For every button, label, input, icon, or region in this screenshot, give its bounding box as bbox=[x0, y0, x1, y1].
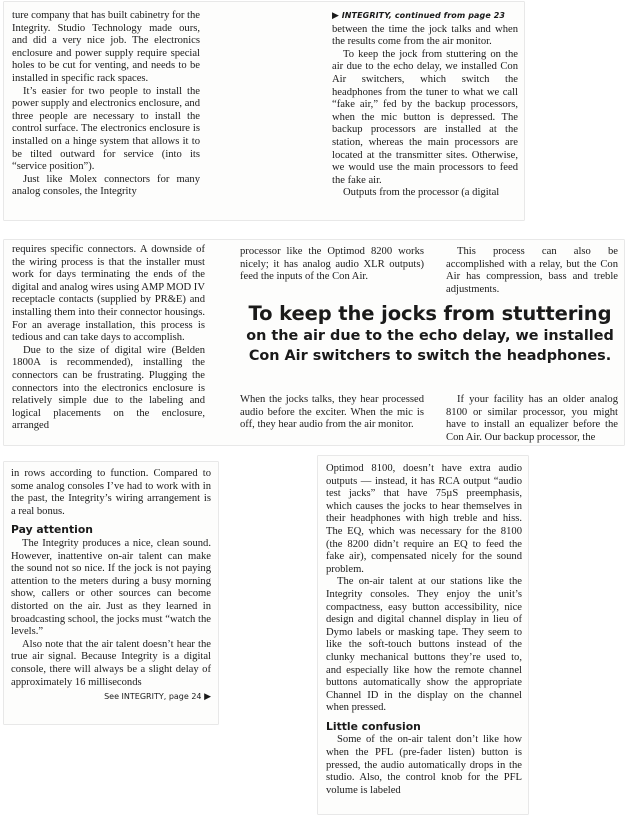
section-heading: Little confusion bbox=[326, 719, 421, 733]
clip-3 bbox=[4, 462, 218, 724]
paragraph: It’s easier for two people to install the power supply and electronics enclosure, and three people are necessary to install the control surface. The electronics enclosure is installed on a hinge system that allows it to be tilted outward for service (into its “service position”). bbox=[12, 85, 200, 173]
see-also-text: See INTEGRITY, page 24 bbox=[104, 692, 202, 702]
section-heading: Pay attention bbox=[11, 523, 93, 537]
paragraph: Just like Molex connectors for many analog consoles, the Integrity bbox=[12, 173, 200, 198]
paragraph: between the time the jock talks and when the results come from the air monitor. bbox=[332, 23, 518, 48]
paragraph: The on-air talent at our stations like the Integrity consoles. They enjoy the unit’s compactness, easy button accessibility, nice design and digital channel display in lieu of Dymo labels or masking tape. They seem to like the soft-touch buttons instead of the clunky mechanical buttons they’re used to, and especially like how the remote channel buttons automatically show the appropriate Channel ID in the display on the channel when pressed. bbox=[326, 576, 522, 714]
pull-quote-line-3: Con Air switchers to switch the headphones. bbox=[248, 348, 612, 364]
paragraph: requires specific connectors. A downside of the wiring process is that the installer must work for days terminating the ends of the digital and analog wires using AMP MOD IV receptacle contacts (supplied by PR&E) and installing them into their connector housings. For an average installation, this process is tedious and can take days to accomplish. bbox=[12, 244, 205, 344]
paragraph: The Integrity produces a nice, clean sound. However, inattentive on-air talent can make the sound not so nice. If the jock is not paying attention to the meters during a busy morning show, callers or other sources can become distorted on the air. Just as they learned in broadcasting school, the jocks must “watch the levels.” bbox=[11, 537, 211, 638]
paragraph: Some of the on-air talent don’t like how when the PFL (pre-fader listen) button is pressed, the audio automatically drops in the studio. Also, the control knob for the PFL volume is labeled bbox=[326, 734, 522, 796]
paragraph: ture company that has built cabinetry for the Integrity. Studio Technology made ours, and did a very nice job. The electronics enclosure and power supply require special holes to be cut for venting, and needs to be installed in specific rack spaces. bbox=[12, 10, 200, 84]
triangle-right-icon: ▶ bbox=[204, 692, 211, 703]
triangle-right-icon: ▶ bbox=[332, 11, 340, 21]
paragraph: Also note that the air talent doesn’t hear the true air signal. Because Integrity is a digital console, there will always be a slight delay of approximately 16 milliseconds bbox=[11, 638, 211, 688]
paragraph: This process can also be accomplished with a relay, but the Con Air has compression, bass and treble adjustments. bbox=[446, 246, 618, 295]
continued-text: INTEGRITY, continued from page 23 bbox=[341, 11, 506, 20]
paragraph: Outputs from the processor (a digital bbox=[343, 187, 500, 199]
paragraph: Optimod 8100, doesn’t have extra audio outputs — instead, it has RCA output “audio test jacks” that have 75µS preemphasis, which causes the jocks to hear themselves in their headphones with high treble and hiss. The EQ, which was necessary for the 8100 (the 8200 didn’t require an EQ to feed the fake air), compensated nicely for the sound problem. bbox=[326, 463, 522, 575]
clip2-right-top bbox=[446, 246, 618, 296]
clip2-right-bottom bbox=[446, 394, 618, 444]
see-also-link[interactable] bbox=[11, 691, 211, 704]
clip2-mid-bottom bbox=[240, 394, 424, 432]
pull-quote-line-2: on the air due to the echo delay, we installed bbox=[246, 328, 614, 344]
paragraph: If your facility has an older analog 8100 or similar processor, you might have to install an equalizer before the Con Air. Our backup processor, the bbox=[446, 394, 618, 443]
clip4-column bbox=[326, 463, 522, 797]
clip2-mid-top bbox=[240, 246, 424, 284]
clip1-left-column bbox=[12, 10, 200, 199]
paragraph: When the jocks talks, they hear processed audio before the exciter. When the mic is off, they hear audio from the air monitor. bbox=[240, 394, 424, 431]
continued-label bbox=[332, 10, 518, 23]
paragraph: To keep the jock from stuttering on the air due to the echo delay, we installed Con Air switchers, which switch the headphones from the tuner to what we call “fake air,” fed by the backup processors, when the mic button is depressed. The backup processors are installed at the station, whereas the main processors are located at the transmitter sites. Otherwise, we would use the main processors to feed the fake air. bbox=[332, 48, 518, 186]
pull-quote-line-1: To keep the jocks from stuttering bbox=[248, 302, 612, 325]
paragraph: Due to the size of digital wire (Belden 1800A is recommended), installing the connectors can be frustrating. Plugging the connectors into the electronics enclosure is relatively simple due to the labeling and logical placements on the enclosure, arranged bbox=[12, 344, 205, 432]
paragraph: processor like the Optimod 8200 works nicely; it has analog audio XLR outputs) feed the inputs of the Con Air. bbox=[240, 246, 424, 283]
pull-quote bbox=[240, 302, 620, 366]
clip3-column bbox=[11, 468, 211, 704]
paragraph: in rows according to function. Compared to some analog consoles I’ve had to work with in the past, the Integrity’s wiring arrangement is a real bonus. bbox=[11, 468, 211, 517]
clip1-right-column bbox=[332, 10, 518, 200]
clip-2 bbox=[4, 240, 624, 445]
clip2-left-column bbox=[12, 244, 205, 433]
clip-4 bbox=[318, 456, 528, 814]
clip-1 bbox=[4, 2, 524, 220]
